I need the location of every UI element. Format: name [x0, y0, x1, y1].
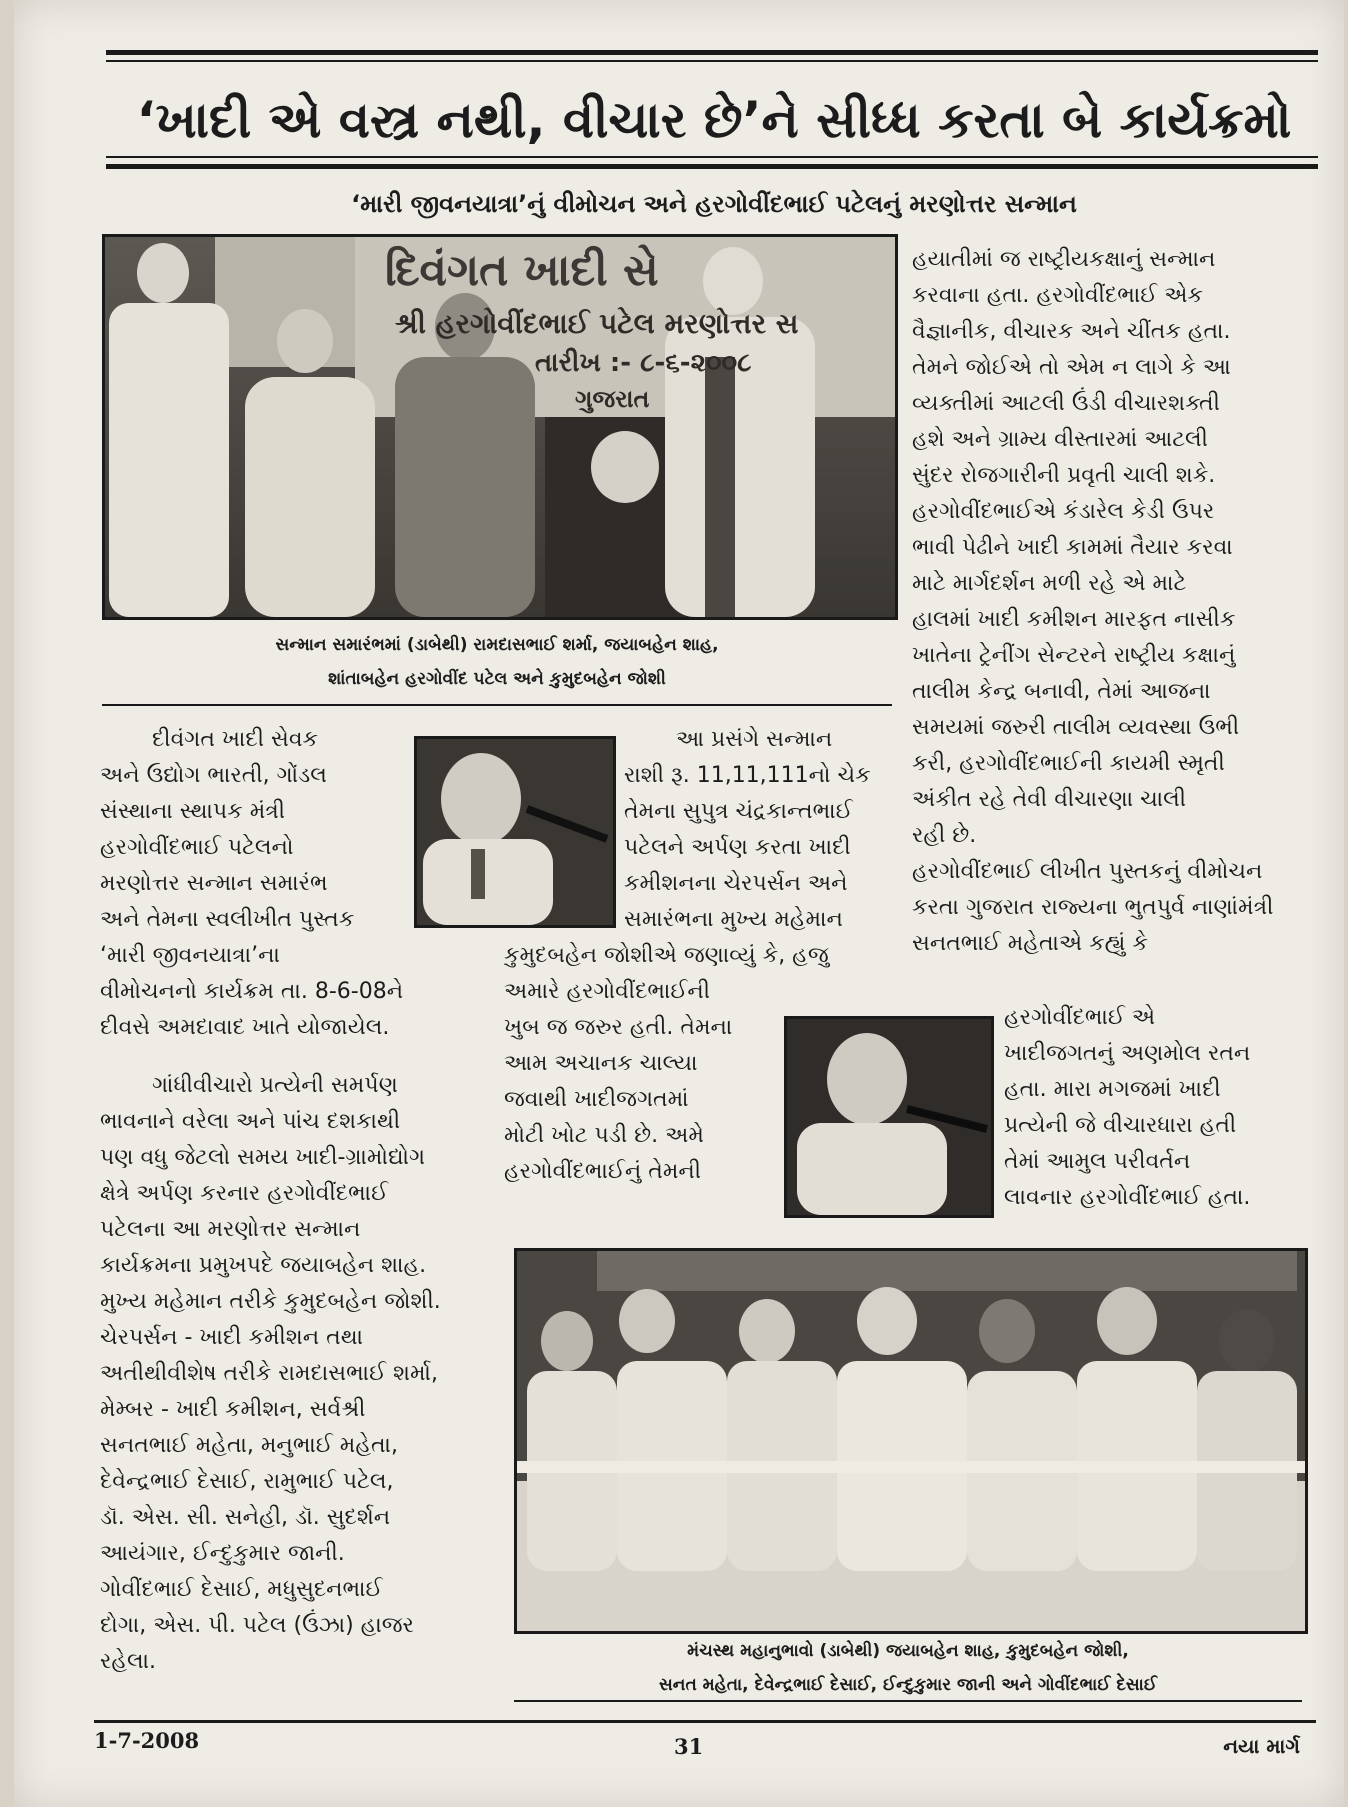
text-line: ડૉ. એસ. સી. સનેહી, ડૉ. સુદર્શન [100, 1505, 391, 1530]
text-line: ચેરપર્સન - ખાદી કમીશન તથા [100, 1325, 363, 1350]
text-line: દેવેન્દ્રભાઈ દેસાઈ, રામુભાઈ પટેલ, [100, 1469, 394, 1494]
text-line: કરી, હરગોવીંદભાઈની કાયમી સ્મૃતી [912, 751, 1225, 776]
text-line: દીવંગત ખાદી સેવક [152, 727, 319, 752]
text-line: તેમને જોઈએ તો એમ ન લાગે કે આ [912, 355, 1231, 380]
middle-column-wide [504, 938, 894, 974]
text-line: રહેલા. [100, 1649, 157, 1674]
text-line: સનતભાઈ મહેતા, મનુભાઈ મહેતા, [100, 1433, 398, 1458]
stage-photo-caption [514, 1634, 1302, 1702]
text-line: સુંદર રોજગારીની પ્રવૃતી ચાલી શકે. [912, 463, 1216, 488]
article-subheadline: ‘મારી જીવનયાત્રા’નું વીમોચન અને હરગોવીંદભાઈ પટેલનું મરણોત્તર સન્માન [351, 190, 1077, 218]
text-line: ગોવીંદભાઈ દેસાઈ, મધુસુદનભાઈ [100, 1577, 383, 1602]
text-line: પ્રત્યેની જે વીચારધારા હતી [1004, 1113, 1237, 1138]
text-line: વીમોચનનો કાર્યક્રમ તા. 8-6-08ને [100, 979, 404, 1004]
text-line: મરણોત્તર સન્માન સમારંભ [100, 871, 328, 896]
text-line: પટેલને અર્પણ કરતા ખાદી [624, 835, 851, 860]
caption-line: સન્માન સમારંભમાં (ડાબેથી) રામદાસભાઈ શર્મા, જયાબહેન શાહ, [275, 635, 719, 655]
text-line: આયંગાર, ઈન્દુકુમાર જાની. [100, 1541, 345, 1566]
text-line: ખાતેના ટ્રેનીંગ સેન્ટરને રાષ્ટ્રીય કક્ષાનું [912, 643, 1236, 668]
text-line: રાશી રૂ. 11,11,111નો ચેક [624, 763, 871, 788]
text-line: આમ અચાનક ચાલ્યા [504, 1051, 698, 1076]
text-line: મોટી ખોટ પડી છે. અમે [504, 1123, 704, 1148]
text-line: ગાંધીવીચારો પ્રત્યેની સમર્પણ [152, 1073, 398, 1098]
text-line: હરગોવીંદભાઈનું તેમની [504, 1159, 702, 1184]
text-line: જવાથી ખાદીજગતમાં [504, 1087, 689, 1112]
portrait-photo-speaker [414, 736, 616, 928]
left-column-main [100, 1068, 490, 1680]
text-line: સમારંભના મુખ્ય મહેમાન [624, 907, 843, 932]
text-line: ભાવનાને વરેલા અને પાંચ દશકાથી [100, 1109, 401, 1134]
text-line: કરતા ગુજરાત રાજ્યના ભુતપુર્વ નાણાંમંત્રી [912, 895, 1274, 920]
left-column-intro [100, 722, 392, 974]
article-headline: ‘ખાદી એ વસ્ત્ર નથી, વીચાર છે’ને સીધ્ધ કરતા બે કાર્યક્રમો [136, 91, 1292, 149]
text-line: મેમ્બર - ખાદી કમીશન, સર્વશ્રી [100, 1397, 366, 1422]
text-line: અતીથીવીશેષ તરીકે રામદાસભાઈ શર્મા, [100, 1361, 438, 1386]
right-column-bottom [1004, 1000, 1314, 1216]
section-divider [102, 704, 892, 706]
caption-line: શાંતાબહેન હરગોવીંદ પટેલ અને કુમુદબહેન જોશી [328, 669, 666, 689]
ceremony-photo-caption [102, 628, 892, 696]
text-line: કરવાના હતા. હરગોવીંદભાઈ એક [912, 283, 1203, 308]
text-line: ‘મારી જીવનયાત્રા’ના [100, 943, 280, 968]
stage-caption-divider [514, 1700, 1302, 1702]
text-line: માટે માર્ગદર્શન મળી રહે એ માટે [912, 571, 1187, 596]
speaker-photo-image [417, 739, 613, 925]
banner-line-3: તારીખ :- ૮-૬-૨૦૦૮ [535, 348, 752, 378]
text-line: મુખ્ય મહેમાન તરીકે કુમુદબહેન જોશી. [100, 1289, 441, 1314]
text-line: હાલમાં ખાદી કમીશન મારફત નાસીક [912, 607, 1236, 632]
text-line: વૈજ્ઞાનીક, વીચારક અને ચીંતક હતા. [912, 319, 1231, 344]
header-top-rule-thin [106, 60, 1318, 62]
text-line: લાવનાર હરગોવીંદભાઈ હતા. [1004, 1185, 1251, 1210]
text-line: રહી છે. [912, 823, 977, 848]
text-line: હયાતીમાં જ રાષ્ટ્રીયકક્ષાનું સન્માન [912, 247, 1216, 272]
stage-photo-image [517, 1251, 1305, 1631]
text-line: દોગા, એસ. પી. પટેલ (ઉંઝા) હાજર [100, 1613, 414, 1638]
text-line: તેમાં આમુલ પરીવર્તન [1004, 1149, 1191, 1174]
header-bottom-rule-thin [106, 156, 1318, 158]
text-line: હરગોવીંદભાઈ એ [1004, 1005, 1156, 1030]
text-line: દીવસે અમદાવાદ ખાતે યોજાયેલ. [100, 1015, 390, 1040]
text-line: સનતભાઈ મહેતાએ કહ્યું કે [912, 931, 1148, 956]
portrait-photo-minister [784, 1016, 994, 1218]
text-line: તેમના સુપુત્ર ચંદ્રકાન્તભાઈ [624, 799, 853, 824]
text-line: હરગોવીંદભાઈ લીખીત પુસ્તકનું વીમોચન [912, 859, 1263, 884]
middle-column-bottom [504, 974, 774, 1190]
middle-column-top [624, 722, 894, 938]
text-line: સમયમાં જરુરી તાલીમ વ્યવસ્થા ઉભી [912, 715, 1240, 740]
text-line: હશે અને ગ્રામ્ય વીસ્તારમાં આટલી [912, 427, 1208, 452]
text-line: સંસ્થાના સ્થાપક મંત્રી [100, 799, 286, 824]
text-line: હતા. મારા મગજમાં ખાદી [1004, 1077, 1221, 1102]
text-line: પટેલના આ મરણોત્તર સન્માન [100, 1217, 361, 1242]
footer-date: 1-7-2008 [94, 1728, 200, 1753]
text-line: કમીશનના ચેરપર્સન અને [624, 871, 848, 896]
header-bottom-rule [106, 164, 1318, 169]
banner-line-1: દિવંગત ખાદી સે [385, 245, 659, 296]
footer-rule [94, 1720, 1316, 1723]
left-column-intro-wide [100, 974, 500, 1046]
text-line: અને ઉદ્યોગ ભારતી, ગોંડલ [100, 763, 327, 788]
text-line: કુમુદબહેન જોશીએ જણાવ્યું કે, હજુ [504, 943, 829, 968]
text-line: ખાદીજગતનું અણમોલ રતન [1004, 1041, 1251, 1066]
footer-magazine-name: નયા માર્ગ [1223, 1734, 1300, 1758]
text-line: કાર્યક્રમના પ્રમુખપદે જયાબહેન શાહ. [100, 1253, 427, 1278]
banner-line-2: શ્રી હરગોવીંદભાઈ પટેલ મરણોત્તર સ [395, 307, 799, 340]
text-line: હરગોવીંદભાઈએ કંડારેલ કેડી ઉપર [912, 499, 1215, 524]
header-top-rule [106, 50, 1318, 55]
text-line: હરગોવીંદભાઈ પટેલનો [100, 835, 294, 860]
caption-line: મંચસ્થ મહાનુભાવો (ડાબેથી) જયાબહેન શાહ, કુમુદબહેન જોશી, [687, 1641, 1129, 1661]
minister-photo-image [787, 1019, 991, 1215]
text-line: ક્ષેત્રે અર્પણ કરનાર હરગોવીંદભાઈ [100, 1181, 389, 1206]
text-line: અમારે હરગોવીંદભાઈની [504, 979, 711, 1004]
text-line: અને તેમના સ્વલીખીત પુસ્તક [100, 907, 355, 932]
right-column [912, 242, 1312, 962]
ceremony-photo-image [105, 237, 895, 617]
text-line: પણ વધુ જેટલો સમય ખાદી-ગ્રામોદ્યોગ [100, 1145, 426, 1170]
text-line: અંકીત રહે તેવી વીચારણા ચાલી [912, 787, 1187, 812]
text-line: ભાવી પેઢીને ખાદી કામમાં તૈયાર કરવા [912, 535, 1233, 560]
text-line: તાલીમ કેન્દ્ર બનાવી, તેમાં આજના [912, 679, 1211, 704]
footer-page-number: 31 [674, 1734, 704, 1759]
text-line: વ્યક્તીમાં આટલી ઉંડી વીચારશક્તી [912, 391, 1220, 416]
magazine-page [14, 0, 1344, 1807]
text-line: ખુબ જ જરુર હતી. તેમના [504, 1015, 733, 1040]
ceremony-photo [102, 234, 898, 620]
banner-line-4: ગુજરાત [575, 385, 650, 413]
caption-line: સનત મહેતા, દેવેન્દ્રભાઈ દેસાઈ, ઈન્દુકુમાર જાની અને ગોવીંદભાઈ દેસાઈ [659, 1675, 1157, 1695]
text-line: આ પ્રસંગે સન્માન [676, 727, 833, 752]
stage-photo [514, 1248, 1308, 1634]
